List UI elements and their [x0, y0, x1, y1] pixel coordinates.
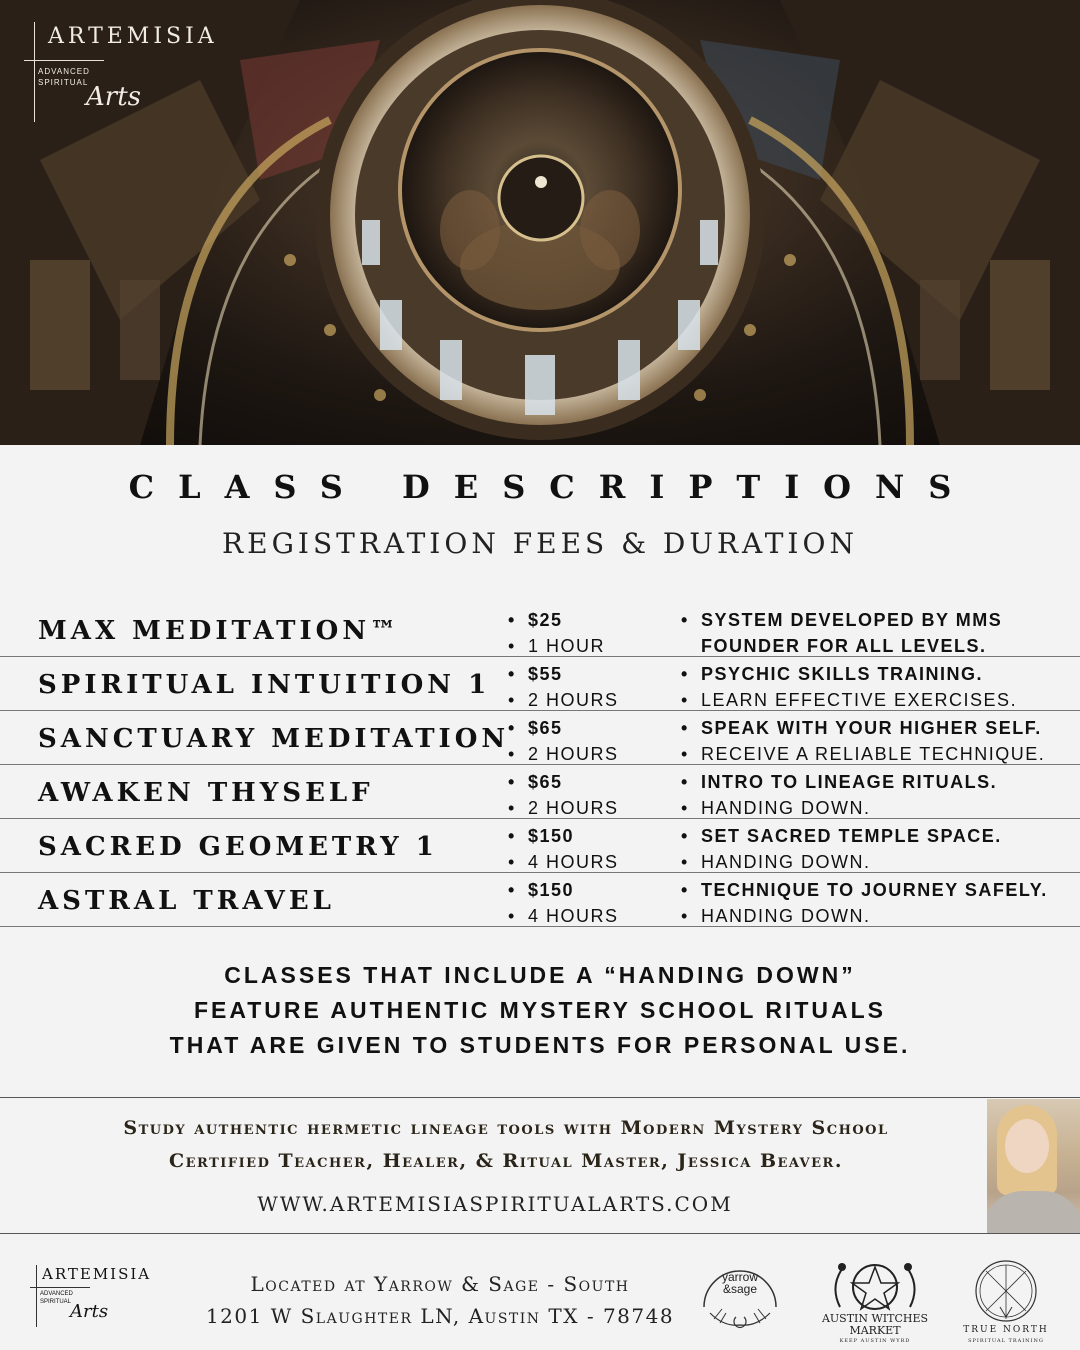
brand-subtitle: [38, 66, 90, 88]
class-desc-line1: PSYCHIC SKILLS TRAINING.: [701, 664, 984, 684]
yarrow-sage-logo: [694, 1257, 786, 1337]
austin-witches-market-logo: [820, 1257, 930, 1347]
page-title: CLASS DESCRIPTIONS: [128, 468, 976, 506]
footer-logo-horizontal-line: [30, 1287, 90, 1288]
true-north-label: TRUE NORTH: [963, 1325, 1049, 1335]
logo-horizontal-line: [24, 60, 104, 61]
class-duration: 4 HOURS: [528, 852, 619, 872]
photo-face: [1005, 1119, 1049, 1173]
class-price: $150: [528, 880, 575, 900]
class-fee-duration: • $150 • 4 HOURS: [508, 880, 619, 926]
teacher-statement: [0, 1112, 1012, 1178]
yarrow-sage-icon: [694, 1257, 786, 1337]
compass-icon: [956, 1257, 1056, 1327]
footer-brand-name: ARTEMISIA: [42, 1265, 152, 1283]
teacher-photo: [987, 1099, 1080, 1233]
class-description: • INTRO TO LINEAGE RITUALS. • HANDING DOWN.: [681, 772, 998, 818]
location-line2: 1201 W Slaughter LN, Austin TX - 78748: [205, 1304, 675, 1328]
footer-brand-subtitle: [40, 1290, 73, 1306]
class-name: AWAKEN THYSELF: [38, 778, 374, 808]
class-fee-duration: • $25 • 1 HOUR: [508, 610, 606, 656]
location-address: [160, 1268, 720, 1332]
page-subtitle: REGISTRATION FEES & DURATION: [222, 527, 858, 560]
class-price: $55: [528, 664, 563, 684]
yarrow-sage-label: yarrow &sage: [721, 1270, 758, 1296]
class-table: [0, 603, 1080, 927]
note-line2: FEATURE AUTHENTIC MYSTERY SCHOOL RITUALS: [193, 997, 887, 1023]
class-desc-line2: HANDING DOWN.: [701, 798, 871, 818]
class-name: MAX MEDITATION™: [38, 616, 401, 646]
class-duration: 2 HOURS: [528, 690, 619, 710]
class-desc-line1: SPEAK WITH YOUR HIGHER SELF.: [701, 718, 1042, 738]
footer-brand-sub-line1: ADVANCED: [40, 1291, 73, 1297]
class-fee-duration: • $150 • 4 HOURS: [508, 826, 619, 872]
class-duration: 1 HOUR: [528, 636, 606, 656]
brand-logo: [24, 22, 244, 132]
class-price: $25: [528, 610, 563, 630]
class-description: • TECHNIQUE TO JOURNEY SAFELY. • HANDING DOWN.: [681, 880, 1048, 926]
class-fee-duration: • $65 • 2 HOURS: [508, 718, 619, 764]
class-name: SACRED GEOMETRY 1: [38, 832, 438, 862]
note-line3: THAT ARE GIVEN TO STUDENTS FOR PERSONAL USE.: [169, 1032, 911, 1058]
footer-brand-script: Arts: [70, 1301, 109, 1322]
austin-witches-label: AUSTIN WITCHES MARKET: [821, 1312, 929, 1337]
logo-vertical-line: [34, 22, 35, 122]
class-duration: 2 HOURS: [528, 744, 619, 764]
class-name: ASTRAL TRAVEL: [38, 886, 335, 916]
class-desc-line1: SYSTEM DEVELOPED BY MMS: [701, 610, 1003, 630]
class-price: $150: [528, 826, 575, 846]
footer-brand-sub-line2: SPIRITUAL: [40, 1299, 72, 1305]
table-row: [0, 819, 1080, 873]
class-description: • PSYCHIC SKILLS TRAINING. • LEARN EFFECTIVE EXERCISES.: [681, 664, 1018, 710]
table-row: [0, 657, 1080, 711]
class-duration: 4 HOURS: [528, 906, 619, 926]
brand-script: Arts: [86, 82, 141, 112]
table-row: [0, 711, 1080, 765]
class-description: • SPEAK WITH YOUR HIGHER SELF. • RECEIVE A RELIABLE TECHNIQUE.: [681, 718, 1046, 764]
teacher-line1: Study authentic hermetic lineage tools with Modern Mystery School: [123, 1117, 889, 1139]
austin-witches-tagline: KEEP AUSTIN WYRD: [839, 1338, 911, 1344]
handing-down-note: [0, 958, 1080, 1063]
class-desc-line2: FOUNDER FOR ALL LEVELS.: [701, 636, 987, 656]
table-row: [0, 873, 1080, 927]
class-desc-line2: HANDING DOWN.: [701, 906, 871, 926]
true-north-tagline: SPIRITUAL TRAINING: [968, 1338, 1044, 1344]
class-fee-duration: • $55 • 2 HOURS: [508, 664, 619, 710]
class-desc-line1: INTRO TO LINEAGE RITUALS.: [701, 772, 998, 792]
photo-body: [987, 1191, 1080, 1233]
class-desc-line2: HANDING DOWN.: [701, 852, 871, 872]
location-line1: Located at Yarrow & Sage - South: [250, 1272, 630, 1296]
class-desc-line1: TECHNIQUE TO JOURNEY SAFELY.: [701, 880, 1048, 900]
table-row: [0, 765, 1080, 819]
class-desc-line2: RECEIVE A RELIABLE TECHNIQUE.: [701, 744, 1046, 764]
footer-brand-logo: [30, 1265, 170, 1335]
teacher-band: [0, 1097, 1080, 1234]
class-price: $65: [528, 772, 563, 792]
brand-name: ARTEMISIA: [48, 24, 218, 49]
table-divider: [0, 656, 1080, 657]
teacher-line2: Certified Teacher, Healer, & Ritual Master, Jessica Beaver.: [169, 1150, 843, 1172]
class-description: • SET SACRED TEMPLE SPACE. • HANDING DOWN.: [681, 826, 1002, 872]
true-north-logo: [956, 1257, 1056, 1347]
footer-logo-vertical-line: [36, 1265, 37, 1327]
brand-sub-line2: SPIRITUAL: [38, 78, 89, 87]
class-name: SPIRITUAL INTUITION 1: [38, 670, 491, 700]
note-line1: CLASSES THAT INCLUDE A “HANDING DOWN”: [224, 962, 856, 988]
table-row: [0, 603, 1080, 657]
pentacle-icon: [820, 1257, 930, 1317]
class-name: SANCTUARY MEDITATION: [38, 724, 510, 754]
class-duration: 2 HOURS: [528, 798, 619, 818]
brand-sub-line1: ADVANCED: [38, 67, 90, 76]
class-desc-line1: SET SACRED TEMPLE SPACE.: [701, 826, 1002, 846]
class-desc-line2: LEARN EFFECTIVE EXERCISES.: [701, 690, 1018, 710]
hero-image: [0, 0, 1080, 445]
class-description: • SYSTEM DEVELOPED BY MMS FOUNDER FOR ALL LEVELS.: [681, 610, 1003, 656]
class-price: $65: [528, 718, 563, 738]
website-link[interactable]: WWW.ARTEMISIASPIRITUALARTS.COM: [257, 1192, 733, 1216]
class-fee-duration: • $65 • 2 HOURS: [508, 772, 619, 818]
footer: [0, 1235, 1080, 1350]
